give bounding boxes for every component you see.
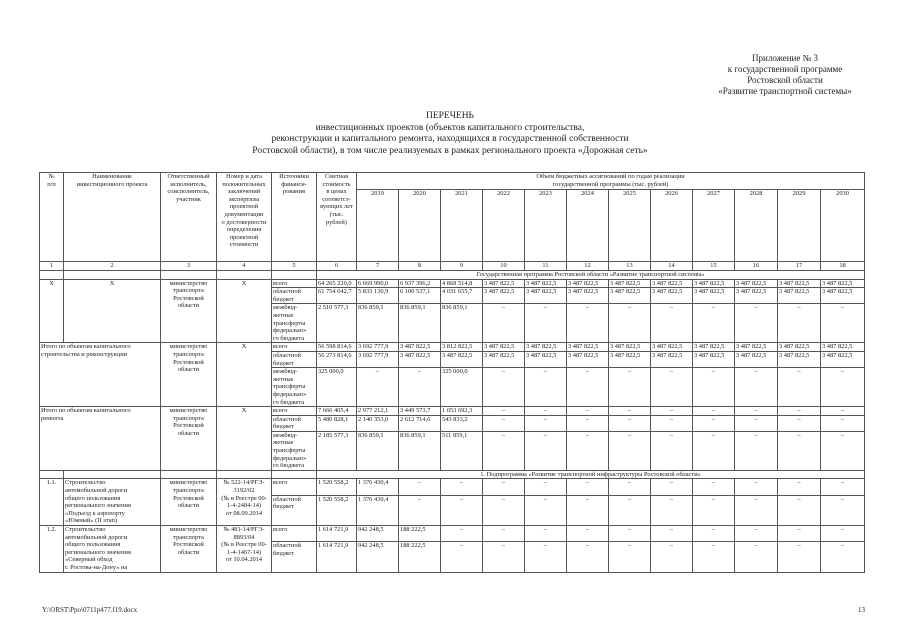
estimated-cost: 2 185 577,3 bbox=[317, 431, 357, 470]
year-value: 836 859,1 bbox=[357, 304, 399, 343]
empty-cell bbox=[272, 271, 317, 280]
year-value: 3 487 822,5 bbox=[651, 279, 693, 288]
program-label: Государственная программа Ростовской области «Развитие транспортной системы» bbox=[317, 271, 865, 280]
year-value: – bbox=[483, 526, 525, 542]
year-value: 3 692 777,9 bbox=[357, 351, 399, 367]
year-value: 3 487 822,5 bbox=[567, 343, 609, 352]
column-index: 1 bbox=[40, 262, 64, 271]
column-index: 11 bbox=[525, 262, 567, 271]
subprogram-label-row bbox=[40, 470, 865, 479]
year-value: – bbox=[693, 415, 735, 431]
year-value: – bbox=[651, 407, 693, 416]
year-value: – bbox=[735, 542, 778, 572]
header-year: 2020 bbox=[399, 190, 441, 262]
empty-cell bbox=[64, 470, 161, 479]
empty-cell bbox=[161, 470, 217, 479]
table-header-row bbox=[40, 173, 865, 190]
header-year: 2028 bbox=[735, 190, 778, 262]
year-value: – bbox=[441, 542, 483, 572]
column-index: 12 bbox=[567, 262, 609, 271]
year-value: 4 868 514,8 bbox=[441, 279, 483, 288]
year-value: 3 487 822,5 bbox=[778, 279, 821, 288]
year-value: 942 248,5 bbox=[357, 542, 399, 572]
year-value: 836 859,1 bbox=[441, 304, 483, 343]
row-expertise: № 481-14/РГЭ- 8893/04 (№ в Реестре 00- 1-4-1467-14) от 10.04.2014 bbox=[217, 526, 272, 573]
row-executor: министерство транспорта Ростовской области bbox=[161, 526, 217, 573]
year-value: – bbox=[735, 368, 778, 407]
year-value: 6 669 990,0 bbox=[357, 279, 399, 288]
year-value: – bbox=[609, 368, 651, 407]
footer-page-number: 13 bbox=[858, 606, 865, 614]
year-value: – bbox=[609, 431, 651, 470]
year-value: 3 487 822,5 bbox=[609, 279, 651, 288]
year-value: 3 487 822,5 bbox=[567, 351, 609, 367]
year-value: 3 487 822,5 bbox=[821, 351, 865, 367]
year-value: – bbox=[735, 407, 778, 416]
appendix-line: к государственной программе bbox=[727, 64, 843, 74]
estimated-cost: 5 480 828,1 bbox=[317, 415, 357, 431]
row-name: Итого по объектам капитального ремонта bbox=[40, 407, 161, 471]
year-value: 3 487 822,5 bbox=[693, 288, 735, 304]
year-value: 836 859,1 bbox=[399, 304, 441, 343]
year-value: 3 487 822,5 bbox=[651, 343, 693, 352]
year-value: – bbox=[821, 304, 865, 343]
column-index: 18 bbox=[821, 262, 865, 271]
year-value: 3 487 822,5 bbox=[609, 343, 651, 352]
estimated-cost: 325 000,0 bbox=[317, 368, 357, 407]
row-executor: министерство транспорта Ростовской области bbox=[161, 343, 217, 407]
year-value: 3 487 822,5 bbox=[609, 351, 651, 367]
year-value: 3 487 822,5 bbox=[735, 351, 778, 367]
year-value: 3 487 822,5 bbox=[651, 288, 693, 304]
funding-source: всего bbox=[272, 407, 317, 416]
header-num: № п/п bbox=[40, 173, 64, 262]
estimated-cost: 1 520 558,2 bbox=[317, 479, 357, 495]
funding-source: всего bbox=[272, 526, 317, 542]
year-value: 4 031 655,7 bbox=[441, 288, 483, 304]
header-source: Источники финанси- рования bbox=[272, 173, 317, 262]
year-value: – bbox=[778, 542, 821, 572]
year-value: 1 376 430,4 bbox=[357, 479, 399, 495]
year-value: – bbox=[525, 368, 567, 407]
year-value: – bbox=[651, 415, 693, 431]
row-expertise: X bbox=[217, 279, 272, 343]
year-value: – bbox=[483, 368, 525, 407]
year-value: – bbox=[609, 495, 651, 525]
year-value: 3 487 822,5 bbox=[609, 288, 651, 304]
column-index: 8 bbox=[399, 262, 441, 271]
year-value: – bbox=[693, 431, 735, 470]
title-line: ПЕРЕЧЕНЬ bbox=[425, 111, 475, 121]
year-value: 3 487 822,5 bbox=[778, 288, 821, 304]
year-value: 3 487 822,5 bbox=[483, 351, 525, 367]
year-value: – bbox=[525, 526, 567, 542]
table-row bbox=[40, 479, 865, 495]
year-value: – bbox=[483, 415, 525, 431]
year-value: – bbox=[399, 479, 441, 495]
year-value: 836 859,1 bbox=[357, 431, 399, 470]
funding-source: областной бюджет bbox=[272, 288, 317, 304]
row-name: X bbox=[64, 279, 161, 343]
year-value: – bbox=[609, 304, 651, 343]
year-value: 3 487 822,5 bbox=[693, 351, 735, 367]
header-executor: Ответственный исполнитель, соисполнитель, участник bbox=[161, 173, 217, 262]
year-value: – bbox=[525, 431, 567, 470]
funding-source: межбюд- жетные трансферты федерально- го бюджета bbox=[272, 431, 317, 470]
year-value: 2 612 714,6 bbox=[399, 415, 441, 431]
row-name: Строительство автомобильной дороги общего пользования регионального значения «Подъезд к аэропорту «Южный» (II этап) bbox=[64, 479, 161, 526]
year-value: – bbox=[567, 415, 609, 431]
investment-projects-table bbox=[39, 172, 865, 573]
year-value: 5 833 130,9 bbox=[357, 288, 399, 304]
funding-source: межбюд- жетные трансферты федерально- го бюджета bbox=[272, 368, 317, 407]
year-value: 3 487 822,5 bbox=[735, 343, 778, 352]
row-name: Строительство автомобильной дороги общего пользования регионального значения «Северный обход г. Ростова-на-Дону» на bbox=[64, 526, 161, 573]
header-year: 2022 bbox=[483, 190, 525, 262]
year-value: – bbox=[567, 542, 609, 572]
year-value: – bbox=[693, 304, 735, 343]
year-value: – bbox=[651, 542, 693, 572]
year-value: 1 376 430,4 bbox=[357, 495, 399, 525]
header-year: 2029 bbox=[778, 190, 821, 262]
year-value: 3 487 822,5 bbox=[821, 343, 865, 352]
year-value: 3 487 822,5 bbox=[399, 343, 441, 352]
estimated-cost: 1 614 721,9 bbox=[317, 542, 357, 572]
table-row bbox=[40, 407, 865, 416]
year-value: – bbox=[567, 479, 609, 495]
funding-source: областной бюджет bbox=[272, 542, 317, 572]
footer-file-path: Y:\ORST\Ppo\0711p477.f19.docx bbox=[42, 606, 138, 614]
year-value: 3 487 822,5 bbox=[483, 279, 525, 288]
year-value: – bbox=[483, 479, 525, 495]
year-value: – bbox=[693, 479, 735, 495]
year-value: 3 487 822,5 bbox=[735, 279, 778, 288]
year-value: 3 487 822,5 bbox=[525, 343, 567, 352]
year-value: 1 053 692,3 bbox=[441, 407, 483, 416]
column-index: 2 bbox=[64, 262, 161, 271]
year-value: 2 977 212,1 bbox=[357, 407, 399, 416]
title-line: инвестиционных проектов (объектов капитального строительства, bbox=[315, 122, 585, 133]
year-value: – bbox=[567, 407, 609, 416]
year-value: – bbox=[735, 526, 778, 542]
empty-cell bbox=[272, 470, 317, 479]
year-value: – bbox=[778, 495, 821, 525]
empty-cell bbox=[40, 271, 64, 280]
empty-cell bbox=[217, 470, 272, 479]
row-executor: министерство транспорта Ростовской области bbox=[161, 279, 217, 343]
year-value: 3 487 822,5 bbox=[441, 351, 483, 367]
column-index: 16 bbox=[735, 262, 778, 271]
year-value: – bbox=[567, 431, 609, 470]
year-value: – bbox=[525, 542, 567, 572]
funding-source: всего bbox=[272, 343, 317, 352]
column-index: 14 bbox=[651, 262, 693, 271]
row-executor: министерство транспорта Ростовской области bbox=[161, 407, 217, 471]
subprogram-label: 1. Подпрограмма «Развитие транспортной инфраструктуры Ростовской области» bbox=[317, 470, 865, 479]
funding-source: межбюд- жетные трансферты федерально- го бюджета bbox=[272, 304, 317, 343]
column-index: 4 bbox=[217, 262, 272, 271]
year-value: 188 222,5 bbox=[399, 526, 441, 542]
year-value: 325 000,0 bbox=[441, 368, 483, 407]
year-value: – bbox=[735, 479, 778, 495]
column-index: 13 bbox=[609, 262, 651, 271]
year-value: – bbox=[483, 304, 525, 343]
column-index: 3 bbox=[161, 262, 217, 271]
year-value: 3 487 822,5 bbox=[483, 343, 525, 352]
year-value: 3 812 822,5 bbox=[441, 343, 483, 352]
year-value: 3 449 573,7 bbox=[399, 407, 441, 416]
header-year: 2027 bbox=[693, 190, 735, 262]
header-year: 2019 bbox=[357, 190, 399, 262]
year-value: – bbox=[651, 431, 693, 470]
year-value: – bbox=[821, 415, 865, 431]
row-expertise: X bbox=[217, 343, 272, 407]
year-value: – bbox=[441, 479, 483, 495]
column-index: 9 bbox=[441, 262, 483, 271]
year-value: – bbox=[778, 526, 821, 542]
year-value: – bbox=[651, 479, 693, 495]
year-value: – bbox=[609, 526, 651, 542]
year-value: – bbox=[778, 431, 821, 470]
empty-cell bbox=[161, 271, 217, 280]
year-value: – bbox=[778, 407, 821, 416]
estimated-cost: 1 614 721,9 bbox=[317, 526, 357, 542]
year-value: – bbox=[651, 368, 693, 407]
year-value: 6 937 396,2 bbox=[399, 279, 441, 288]
year-value: – bbox=[483, 407, 525, 416]
funding-source: всего bbox=[272, 279, 317, 288]
year-value: – bbox=[821, 526, 865, 542]
year-value: – bbox=[735, 431, 778, 470]
year-value: – bbox=[693, 542, 735, 572]
year-value: – bbox=[778, 368, 821, 407]
header-year: 2030 bbox=[821, 190, 865, 262]
year-value: – bbox=[735, 304, 778, 343]
year-value: 188 222,5 bbox=[399, 542, 441, 572]
year-value: – bbox=[357, 368, 399, 407]
year-value: – bbox=[778, 304, 821, 343]
estimated-cost: 2 510 577,3 bbox=[317, 304, 357, 343]
year-value: – bbox=[821, 407, 865, 416]
year-value: 3 487 822,5 bbox=[567, 279, 609, 288]
year-value: 3 487 822,5 bbox=[399, 351, 441, 367]
header-year: 2024 bbox=[567, 190, 609, 262]
year-value: – bbox=[525, 479, 567, 495]
year-value: – bbox=[651, 526, 693, 542]
year-value: – bbox=[483, 431, 525, 470]
row-number: 1.1. bbox=[40, 479, 64, 526]
year-value: – bbox=[525, 407, 567, 416]
year-value: 3 487 822,5 bbox=[821, 279, 865, 288]
column-index: 15 bbox=[693, 262, 735, 271]
year-value: – bbox=[525, 495, 567, 525]
estimated-cost: 7 666 405,4 bbox=[317, 407, 357, 416]
table-row bbox=[40, 279, 865, 288]
header-year: 2023 bbox=[525, 190, 567, 262]
program-label-row bbox=[40, 271, 865, 280]
row-name: Итого по объектам капитального строительства и реконструкции bbox=[40, 343, 161, 407]
year-value: – bbox=[399, 368, 441, 407]
estimated-cost: 56 273 814,6 bbox=[317, 351, 357, 367]
year-value: – bbox=[609, 407, 651, 416]
year-value: 3 487 822,5 bbox=[778, 351, 821, 367]
year-value: – bbox=[609, 415, 651, 431]
year-value: – bbox=[693, 526, 735, 542]
year-value: – bbox=[441, 495, 483, 525]
year-value: – bbox=[483, 542, 525, 572]
column-index: 17 bbox=[778, 262, 821, 271]
funding-source: областной бюджет bbox=[272, 495, 317, 525]
year-value: – bbox=[651, 495, 693, 525]
year-value: – bbox=[778, 479, 821, 495]
header-cost: Сметная стоимость в ценах соответст- вующих лет (тыс. рублей) bbox=[317, 173, 357, 262]
empty-cell bbox=[217, 271, 272, 280]
estimated-cost: 1 520 558,2 bbox=[317, 495, 357, 525]
estimated-cost: 61 754 642,7 bbox=[317, 288, 357, 304]
row-executor: министерство транспорта Ростовской области bbox=[161, 479, 217, 526]
year-value: 3 487 822,5 bbox=[735, 288, 778, 304]
estimated-cost: 56 598 814,6 bbox=[317, 343, 357, 352]
year-value: – bbox=[735, 415, 778, 431]
row-expertise: X bbox=[217, 407, 272, 471]
year-value: – bbox=[399, 495, 441, 525]
year-value: 942 248,5 bbox=[357, 526, 399, 542]
row-number: 1.2. bbox=[40, 526, 64, 573]
document-title bbox=[150, 111, 750, 157]
year-value: 511 859,1 bbox=[441, 431, 483, 470]
year-value: – bbox=[525, 415, 567, 431]
row-number: X bbox=[40, 279, 64, 343]
year-value: – bbox=[693, 407, 735, 416]
year-value: 3 487 822,5 bbox=[693, 279, 735, 288]
header-year: 2021 bbox=[441, 190, 483, 262]
year-value: – bbox=[441, 526, 483, 542]
appendix-line: Ростовской области bbox=[747, 75, 823, 85]
table-row bbox=[40, 343, 865, 352]
year-value: – bbox=[821, 431, 865, 470]
year-value: 3 487 822,5 bbox=[525, 288, 567, 304]
header-name: Наименование инвестиционного проекта bbox=[64, 173, 161, 262]
year-value: 2 140 353,0 bbox=[357, 415, 399, 431]
year-value: 3 692 777,9 bbox=[357, 343, 399, 352]
header-year: 2026 bbox=[651, 190, 693, 262]
year-value: – bbox=[525, 304, 567, 343]
column-index: 5 bbox=[272, 262, 317, 271]
year-value: – bbox=[567, 304, 609, 343]
estimated-cost: 64 265 220,0 bbox=[317, 279, 357, 288]
year-value: 3 487 822,5 bbox=[778, 343, 821, 352]
year-value: – bbox=[567, 495, 609, 525]
year-value: – bbox=[821, 542, 865, 572]
year-value: – bbox=[821, 495, 865, 525]
funding-source: областной бюджет bbox=[272, 415, 317, 431]
year-value: 3 487 822,5 bbox=[821, 288, 865, 304]
year-value: – bbox=[567, 368, 609, 407]
empty-cell bbox=[40, 470, 64, 479]
appendix-line: «Развитие транспортной системы» bbox=[718, 86, 852, 96]
year-value: – bbox=[609, 542, 651, 572]
appendix-caption bbox=[695, 53, 875, 97]
column-index: 6 bbox=[317, 262, 357, 271]
funding-source: областной бюджет bbox=[272, 351, 317, 367]
year-value: 836 859,1 bbox=[399, 431, 441, 470]
year-value: – bbox=[778, 415, 821, 431]
funding-source: всего bbox=[272, 479, 317, 495]
year-value: 3 487 822,5 bbox=[651, 351, 693, 367]
empty-cell bbox=[64, 271, 161, 280]
year-value: – bbox=[609, 479, 651, 495]
year-value: 6 100 537,1 bbox=[399, 288, 441, 304]
year-value: 543 833,2 bbox=[441, 415, 483, 431]
row-expertise: № 522-14/РГЭ- 3192/02 (№ в Реестре 00- 1-4-2484-14) от 08.09.2014 bbox=[217, 479, 272, 526]
table-row bbox=[40, 526, 865, 542]
column-index: 10 bbox=[483, 262, 525, 271]
year-value: – bbox=[651, 304, 693, 343]
appendix-line: Приложение № 3 bbox=[752, 53, 818, 63]
year-value: – bbox=[483, 495, 525, 525]
year-value: – bbox=[567, 526, 609, 542]
year-value: 3 487 822,5 bbox=[525, 351, 567, 367]
title-line: Ростовской области), в том числе реализуемых в рамках регионального проекта «Дорожная сеть» bbox=[252, 145, 648, 156]
year-value: 3 487 822,5 bbox=[483, 288, 525, 304]
year-value: – bbox=[693, 495, 735, 525]
year-value: 3 487 822,5 bbox=[567, 288, 609, 304]
year-value: – bbox=[735, 495, 778, 525]
year-value: 3 487 822,5 bbox=[525, 279, 567, 288]
title-line: реконструкции и капитального ремонта, находящихся в государственной собственности bbox=[271, 134, 629, 144]
table-index-row bbox=[40, 262, 865, 271]
header-year: 2025 bbox=[609, 190, 651, 262]
year-value: – bbox=[821, 368, 865, 407]
year-value: – bbox=[821, 479, 865, 495]
column-index: 7 bbox=[357, 262, 399, 271]
header-volume: Объем бюджетных ассигнований по годам реализации государственной программы (тыс. рублей) bbox=[357, 173, 865, 190]
year-value: – bbox=[693, 368, 735, 407]
year-value: 3 487 822,5 bbox=[693, 343, 735, 352]
header-expertise: Номер и дата положительных заключений экспертизы проектной документации о достоверности определения проектной стоимости bbox=[217, 173, 272, 262]
